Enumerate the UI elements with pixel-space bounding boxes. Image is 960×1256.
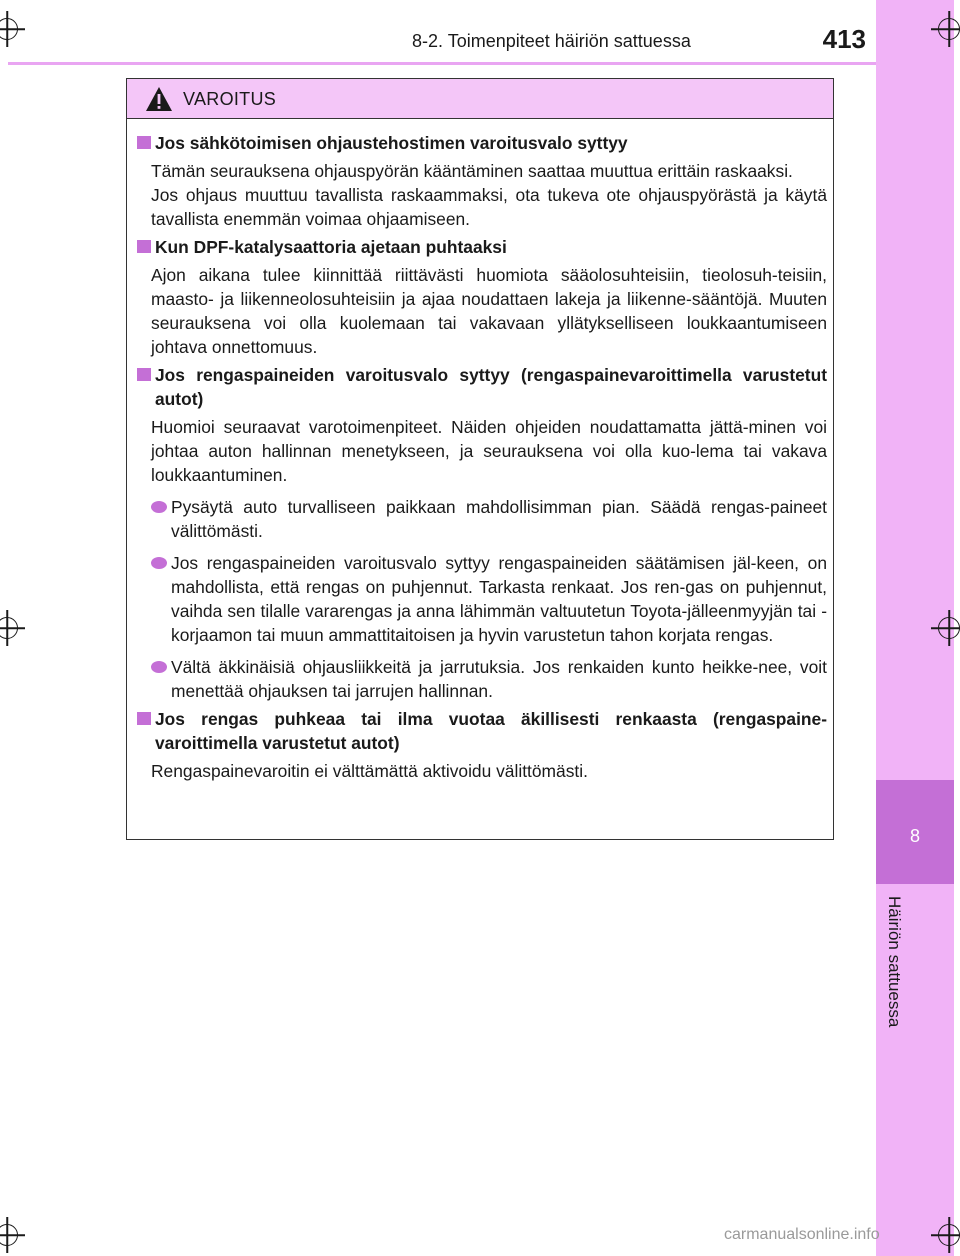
crop-mark-icon — [0, 18, 18, 40]
warning-label: VAROITUS — [183, 89, 277, 109]
watermark: carmanualsonline.info — [724, 1226, 880, 1243]
page-number: 413 — [822, 24, 866, 54]
list-item: Jos rengaspaineiden varoitusvalo syttyy rengaspaineiden säätämisen jäl-keen, on mahdollista, että rengas on puhjennut. Tarkasta renkaat. Jos ren-gas on puhjennut, vaihda sen tilalle vararengas ja anna lähimmän valtuutetun Toyota-jälleenmyyjän tai -korjaamon tai muun ammattitaitoisen ja hyvin varustetun tahon korjata rengas. — [137, 551, 827, 647]
dot-bullet-icon — [151, 557, 167, 569]
square-bullet-icon — [137, 368, 151, 381]
section-heading: Jos rengaspaineiden varoitusvalo syttyy (rengaspainevaroittimella varustetut autot) — [137, 363, 827, 411]
crop-mark-icon — [938, 18, 960, 40]
warning-box — [126, 78, 834, 840]
crop-mark-icon — [0, 1224, 18, 1246]
chapter-number: 8 — [909, 826, 920, 846]
warning-triangle-icon — [145, 86, 173, 112]
warning-section — [137, 707, 827, 783]
warning-section — [137, 235, 827, 359]
section-heading: Jos rengas puhkeaa tai ilma vuotaa äkillisesti renkaasta (rengaspaine-varoittimella varustetut autot) — [137, 707, 827, 755]
dot-bullet-icon — [151, 501, 167, 513]
section-paragraph: Huomioi seuraavat varotoimenpiteet. Näiden ohjeiden noudattamatta jättä-minen voi johtaa auton hallinnan menetykseen, ja seurauksena voi olla kuo-lema tai vakava loukkaantuminen. — [151, 417, 827, 485]
section-paragraph: Rengaspainevaroitin ei välttämättä aktivoidu välittömästi. — [151, 761, 588, 781]
section-heading: Jos sähkötoimisen ohjaustehostimen varoitusvalo syttyy — [137, 131, 827, 155]
crop-mark-icon — [938, 617, 960, 639]
list-item: Pysäytä auto turvalliseen paikkaan mahdollisimman pian. Säädä rengas-paineet välittömästi. — [137, 495, 827, 543]
warning-section — [137, 363, 827, 703]
square-bullet-icon — [137, 240, 151, 253]
section-heading: Kun DPF-katalysaattoria ajetaan puhtaaksi — [137, 235, 827, 259]
warning-header — [127, 79, 833, 119]
chapter-label: Häiriön sattuessa — [885, 896, 904, 1028]
square-bullet-icon — [137, 136, 151, 149]
header-title: 8-2. Toimenpiteet häiriön sattuessa — [412, 31, 691, 51]
warning-content — [137, 131, 827, 787]
warning-section — [137, 131, 827, 231]
section-paragraph: Jos ohjaus muuttuu tavallista raskaammaksi, ota tukeva ote ohjauspyörästä ja käytä tavallista enemmän voimaa ohjaamiseen. — [151, 185, 827, 229]
crop-mark-icon — [0, 617, 18, 639]
header-rule — [8, 62, 876, 65]
square-bullet-icon — [137, 712, 151, 725]
crop-mark-icon — [938, 1224, 960, 1246]
section-paragraph: Ajon aikana tulee kiinnittää riittävästi huomiota sääolosuhteisiin, tieolosuh-teisiin, maasto- ja liikenneolosuhteisiin ja ajaa noudattaen lakeja ja liikenne-sääntöjä. Muuten seurauksena voi olla kuolemaan tai vakavaan yllätykselliseen loukkaantumiseen johtava onnettomuus. — [151, 265, 827, 357]
dot-bullet-icon — [151, 661, 167, 673]
list-item: Vältä äkkinäisiä ohjausliikkeitä ja jarrutuksia. Jos renkaiden kunto heikke-nee, voit menettää ohjauksen tai jarrujen hallinnan. — [137, 655, 827, 703]
section-paragraph: Tämän seurauksena ohjauspyörän kääntäminen saattaa muuttua erittäin raskaaksi. — [151, 161, 793, 181]
